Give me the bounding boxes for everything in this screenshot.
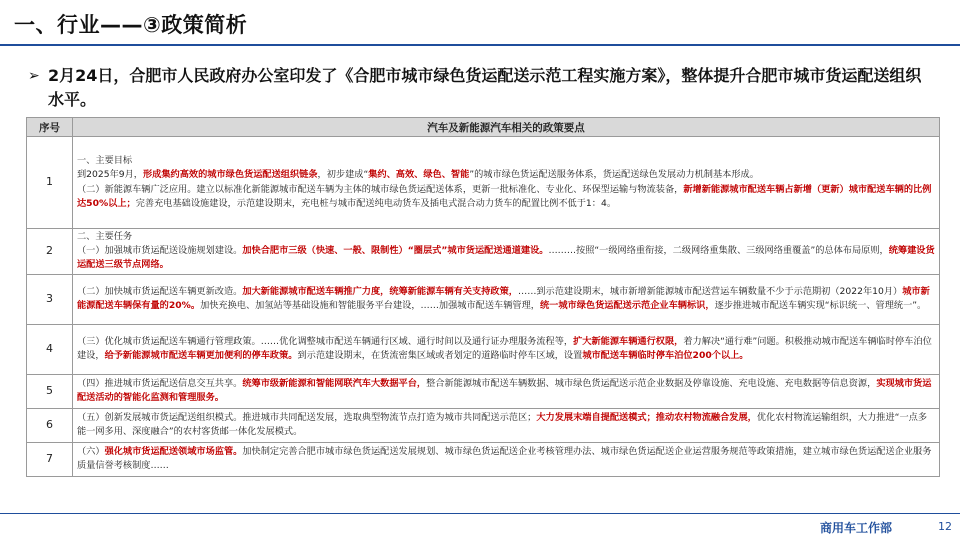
policy-text: 优化农村物流运输组织，大力推进“一点多能一网多用、深度融合”的农村客货邮一体化发展模式。	[77, 411, 928, 438]
highlight-text: 加快合肥市三级（快速、一般、限制性）“圈层式”城市货运配送通道建设。	[242, 245, 549, 257]
policy-text: 加快制定完善合肥市城市绿色货运配送发展规划、城市绿色货运配送企业考核管理办法、城市绿色货运配送企业运营服务规范等政策措施，建立城市绿色货运配送企业服务质量信誉考核制度……	[77, 445, 932, 472]
highlight-text: 新增新能源城市配送车辆占新增（更新）城市配送车辆的比例达50%以上；	[77, 183, 932, 209]
policy-text: 整合新能源城市配送车辆数据、城市绿色货运配送示范企业数据及停靠设施、充电设施、充电数据等信息资源，	[426, 377, 877, 389]
highlight-text: 统筹市级新能源和智能网联汽车大数据平台，	[242, 377, 427, 389]
highlight-text: 扩大新能源车辆通行权限，	[573, 335, 684, 347]
row-content	[73, 324, 940, 374]
row-number: 4	[27, 324, 73, 374]
row-number: 3	[27, 274, 73, 324]
policy-text: 逐步推进城市配送车辆实现“标识统一、管理统一”。	[714, 300, 927, 312]
footer-divider	[0, 513, 960, 514]
highlight-text: 城市新能源配送车辆保有量的20%。	[77, 285, 930, 312]
table-row	[27, 442, 940, 476]
row-content	[73, 229, 940, 275]
highlight-text: 强化城市货运配送领域市场监管。	[104, 445, 243, 457]
policy-text: （四）推进城市货运配送信息交互共享。	[77, 377, 243, 389]
highlight-text: 给予新能源城市配送车辆更加便利的停车政策。	[104, 350, 298, 362]
policy-text: 到2025年9月，	[77, 169, 143, 181]
table-row	[27, 229, 940, 275]
row-number: 1	[27, 137, 73, 229]
highlight-text: 形成集约高效的城市绿色货运配送组织链条	[142, 169, 318, 181]
highlight-text: 加大新能源城市配送车辆推广力度，统筹新能源车辆有关支持政策，	[242, 285, 518, 297]
policy-text: 着力解决“通行难”问题。积极推动城市配送车辆临时停车泊位建设，	[77, 335, 932, 362]
table-body	[27, 137, 940, 477]
highlight-text: 城市配送车辆临时停车泊位200个以上。	[582, 350, 749, 362]
row-number: 2	[27, 229, 73, 275]
highlight-text: 大力发展末端自提配送模式；推动农村物流融合发展，	[536, 411, 757, 423]
policy-text: （六）	[77, 445, 105, 457]
policy-text: 完善充电基础设施建设，示范建设期末，充电桩与城市配送纯电动货车及插电式混合动力货车的配置比例不低于1：4。	[135, 197, 617, 209]
summary-text: 2月24日，合肥市人民政府办公室印发了《合肥市城市绿色货运配送示范工程实施方案》，整体提升合肥市城市货运配送组织水平。	[48, 66, 922, 109]
policy-text: ”的城市绿色货运配送服务体系，货运配送绿色发展动力机制基本形成。	[469, 169, 759, 181]
policy-table	[26, 117, 940, 477]
row-content	[73, 274, 940, 324]
policy-text: 二、主要任务	[77, 231, 133, 242]
policy-text: （二）加快城市货运配送车辆更新改造。	[77, 285, 243, 297]
row-content	[73, 408, 940, 442]
table-row	[27, 324, 940, 374]
policy-text: 到示范建设期末，在货流密集区域或者划定的道路临时停车区域，设置	[297, 350, 583, 362]
row-content	[73, 374, 940, 408]
column-header-number: 序号	[27, 118, 73, 137]
summary-bullet	[28, 64, 933, 112]
column-header-content: 汽车及新能源汽车相关的政策要点	[73, 118, 940, 137]
policy-text: ………按照“一级网络重衔接，二级网络重集散、三级网络重覆盖”的总体布局原则，	[548, 245, 889, 257]
row-number: 5	[27, 374, 73, 408]
policy-text: ……到示范建设期末，城市新增新能源城市配送营运车辆数量不少于示范期初（2022年10月）	[518, 285, 903, 297]
table-row	[27, 274, 940, 324]
arrow-bullet-icon: ➢	[28, 68, 40, 84]
row-content	[73, 442, 940, 476]
footer-department: 商用车工作部	[820, 521, 893, 535]
page-title: 一、行业——③政策简析	[14, 13, 248, 37]
title-divider	[0, 44, 960, 46]
table-row	[27, 137, 940, 229]
policy-text: 一、主要目标	[77, 155, 133, 167]
policy-text: （三）优化城市货运配送车辆通行管理政策。……优化调整城市配送车辆通行区域、通行时间以及通行证办理服务流程等，	[77, 335, 574, 347]
row-content	[73, 137, 940, 229]
page-number: 12	[938, 520, 952, 533]
policy-text: ，初步建成“	[317, 169, 369, 181]
policy-text: 加快充换电、加氢站等基础设施和智能服务平台建设，……加强城市配送车辆管理，	[200, 300, 540, 312]
table-header-row	[27, 118, 940, 137]
highlight-text: 实现城市货运配送活动的智能化监测和管理服务。	[77, 377, 932, 404]
table-row	[27, 408, 940, 442]
row-number: 7	[27, 442, 73, 476]
policy-text: （五）创新发展城市货运配送组织模式。推进城市共同配送发展，选取典型物流节点打造为城市共同配送示范区；	[77, 411, 537, 423]
highlight-text: 集约、高效、绿色、智能	[368, 169, 470, 181]
policy-text: （一）加强城市货运配送设施规划建设。	[77, 245, 243, 257]
highlight-text: 统一城市绿色货运配送示范企业车辆标识，	[540, 300, 715, 312]
table-row	[27, 374, 940, 408]
highlight-text: 统筹建设货运配送三级节点网络。	[77, 245, 935, 271]
policy-text: （二）新能源车辆广泛应用。建立以标准化新能源城市配送车辆为主体的城市绿色货运配送体系，更新一批标准化、专业化、环保型运输与物流装备，	[77, 183, 684, 195]
row-number: 6	[27, 408, 73, 442]
